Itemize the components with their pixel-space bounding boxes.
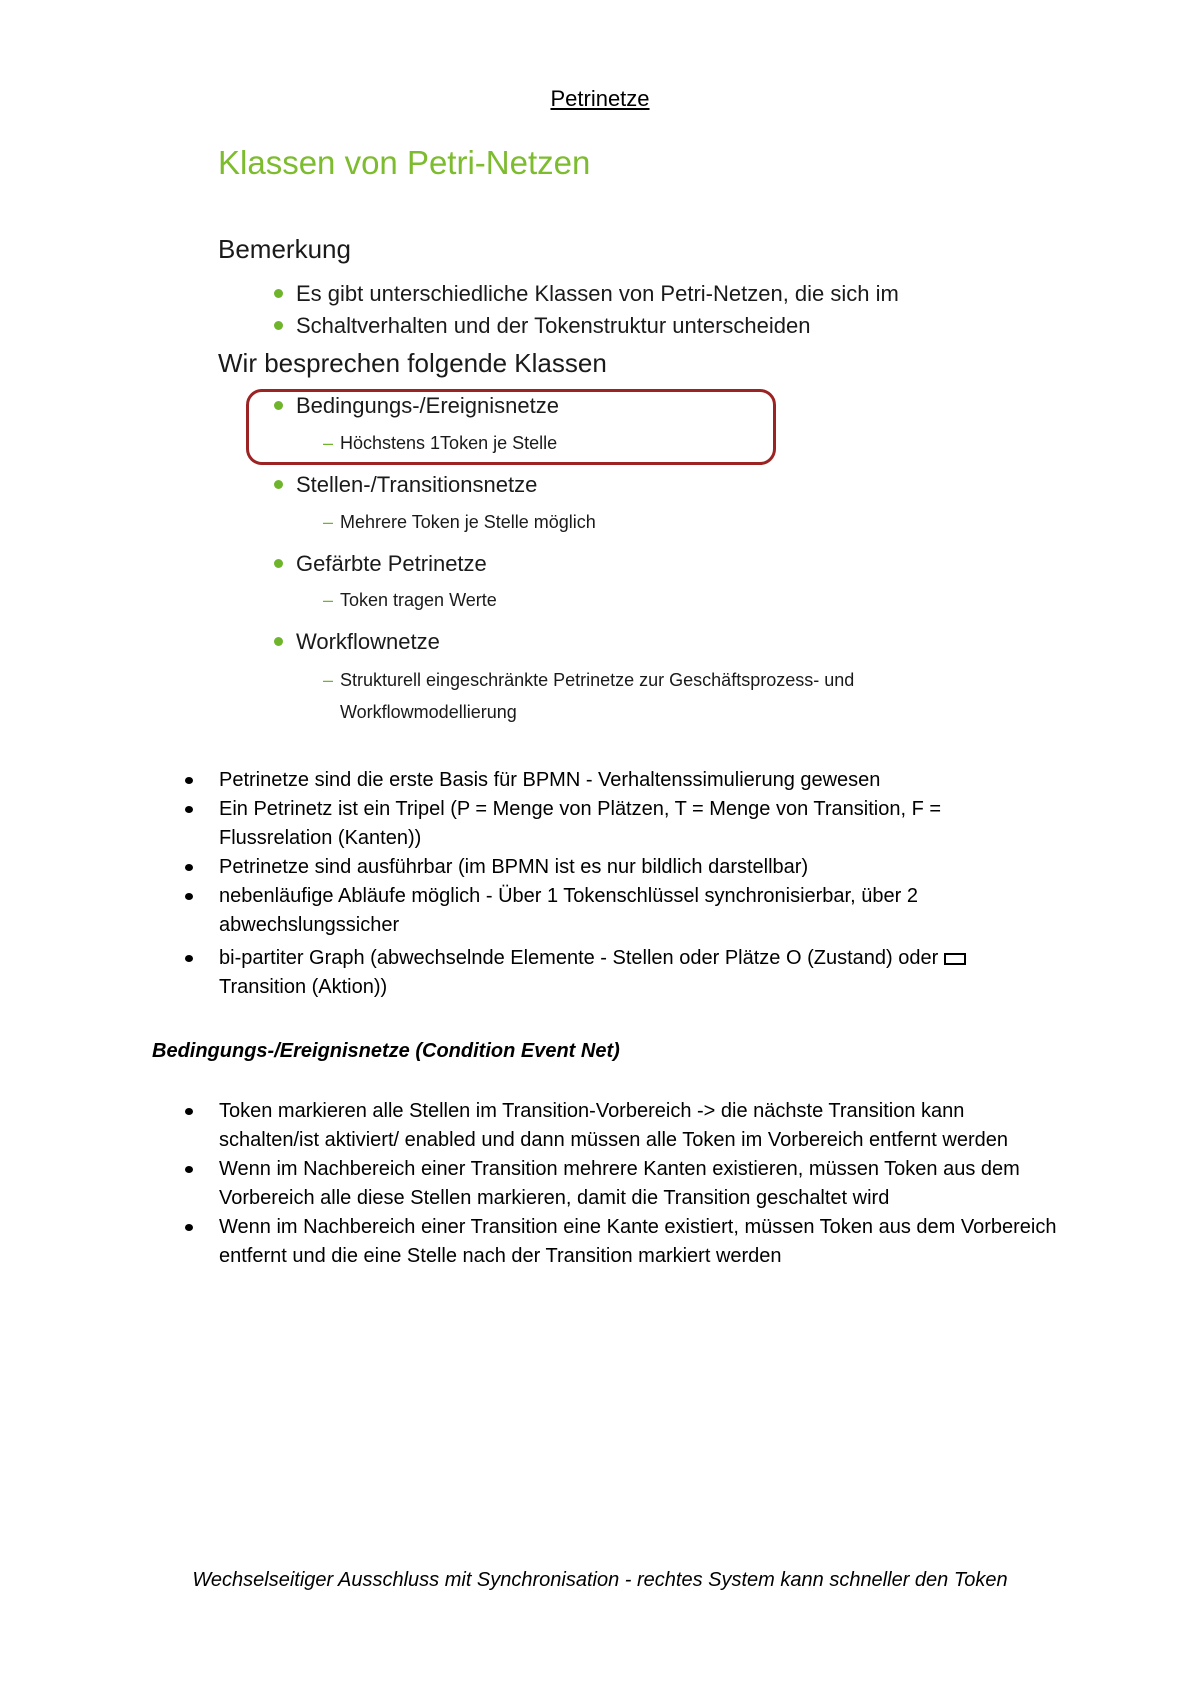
slide-class-detail: – Mehrere Token je Stelle möglich [340, 507, 596, 538]
slide-class-item: Bedingungs-/Ereignisnetze [296, 390, 559, 422]
slide-remark-heading: Bemerkung [218, 234, 351, 264]
slide-remark-line2: Schaltverhalten und der Tokenstruktur unterscheiden [296, 310, 810, 342]
list-item: Petrinetze sind die erste Basis für BPMN - Verhaltenssimulierung gewesen [0, 766, 1059, 795]
list-item: Token markieren alle Stellen im Transition-Vorbereich -> die nächste Transition kann schalten/ist aktiviert/ enabled und dann müssen alle Token im Vorbereich entfernt werden [0, 1097, 1059, 1155]
slide-class-item: Gefärbte Petrinetze [296, 548, 487, 580]
list-item: Ein Petrinetz ist ein Tripel (P = Menge von Plätzen, T = Menge von Transition, F = Flussrelation (Kanten)) [0, 795, 1059, 853]
condition-event-list [0, 1097, 1200, 1271]
list-item: Petrinetze sind ausführbar (im BPMN ist es nur bildlich darstellbar) [0, 853, 1059, 882]
slide-class-item: Stellen-/Transitionsnetze [296, 469, 537, 501]
slide-class-detail: – Höchstens 1Token je Stelle [340, 428, 557, 459]
embedded-slide-image [218, 140, 978, 740]
footer-text: Wechselseitiger Ausschluss mit Synchronisation - rechtes System kann schneller den Token [192, 1569, 1008, 1591]
list-item [0, 944, 1059, 1002]
page-title: Petrinetze [550, 86, 650, 111]
slide-class-detail: – Token tragen Werte [340, 585, 497, 616]
slide-class-item: Workflownetze [296, 626, 440, 658]
list-item: nebenläufige Abläufe möglich - Über 1 Tokenschlüssel synchronisierbar, über 2 abwechslungssicher [0, 882, 1059, 940]
slide-class-detail-cont: Workflowmodellierung [340, 702, 517, 722]
page-header [0, 86, 1200, 112]
graph-note-text-after: Transition (Aktion)) [219, 976, 388, 998]
slide-classes-heading: Wir besprechen folgende Klassen [218, 348, 607, 378]
section-heading: Bedingungs-/Ereignisnetze (Condition Event Net) [152, 1040, 620, 1062]
graph-note-text: bi-partiter Graph (abwechselnde Elemente - Stellen oder Plätze O (Zustand) oder [219, 947, 939, 969]
list-item: Wenn im Nachbereich einer Transition eine Kante existiert, müssen Token aus dem Vorbereich entfernt und die eine Stelle nach der Transition markiert werden [0, 1213, 1059, 1271]
slide-class-detail: – Strukturell eingeschränkte Petrinetze zur Geschäftsprozess- und [340, 665, 854, 696]
slide-title: Klassen von Petri-Netzen [218, 144, 591, 181]
notes-list [0, 766, 1200, 1002]
slide-remark-line1: Es gibt unterschiedliche Klassen von Petri-Netzen, die sich im [296, 278, 899, 310]
rectangle-icon [944, 953, 966, 965]
list-item: Wenn im Nachbereich einer Transition mehrere Kanten existieren, müssen Token aus dem Vorbereich alle diese Stellen markieren, damit die Transition geschaltet wird [0, 1155, 1059, 1213]
